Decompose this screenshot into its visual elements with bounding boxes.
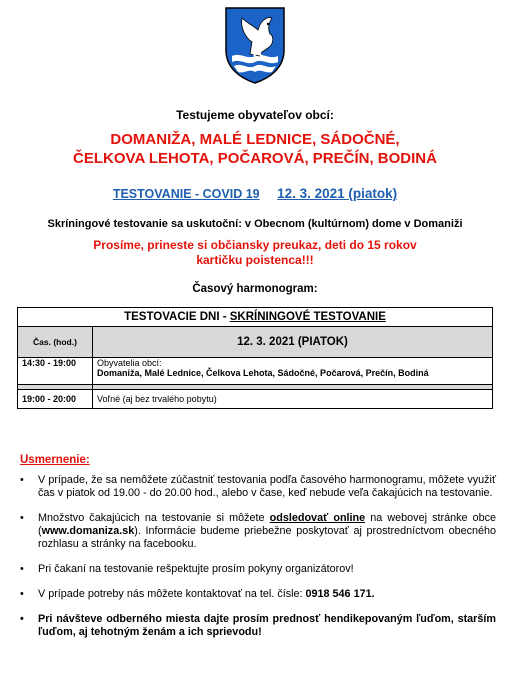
villages-list (0, 130, 510, 168)
list-item-text: V prípade, že sa nemôžete zúčastniť testovania podľa časového harmonogramu, môžete využiť čas v piatok od 19.00 - do 20.00 hod., alebo v čase, keď nebude veľa čakajúcich na testovanie. (38, 474, 496, 499)
list-item (20, 588, 496, 601)
table-title-emphasis: SKRÍNINGOVÉ TESTOVANIE (229, 311, 386, 323)
table-title (18, 308, 493, 327)
bullet-icon: • (20, 613, 24, 625)
website-link[interactable]: www.domaniza.sk (41, 525, 135, 537)
table-row (18, 390, 493, 409)
list-item-text: Pri návšteve odberného miesta dajte prosím prednosť hendikepovaným ľuďom, starším ľuďom, aj tehotným ženám a ich sprievodu! (38, 613, 496, 638)
testing-date: 12. 3. 2021 (piatok) (277, 186, 398, 201)
phone-number: 0918 546 171. (305, 588, 375, 600)
list-item (20, 613, 496, 639)
list-item (20, 563, 496, 576)
bullet-icon: • (20, 474, 24, 486)
list-item-text: V prípade potreby nás môžete kontaktovať na tel. čísle: 0918 546 171. (38, 588, 375, 600)
bring-documents-notice (0, 238, 510, 268)
row-time: 14:30 - 19:00 (18, 358, 93, 385)
villages-line-1: DOMANIŽA, MALÉ LEDNICE, SÁDOČNÉ, (110, 131, 400, 148)
table-title-prefix: TESTOVACIE DNI - (124, 311, 230, 323)
testing-label: TESTOVANIE - COVID 19 (112, 187, 260, 201)
table-row (18, 358, 493, 385)
testing-place: Skríningové testovanie sa uskutoční: v Obecnom (kultúrnom) dome v Domaniži (47, 218, 463, 230)
testing-date-line (0, 186, 510, 201)
bullet-icon: • (20, 588, 24, 600)
list-item-text: Množstvo čakajúcich na testovanie si môžete odsledovať online na webovej stránke obce (www.domaniza.sk). Informácie budeme priebežne poskytovať aj prostredníctvom obecného rozhlasu a stránky na facebooku. (38, 512, 496, 550)
list-item-text: Pri čakaní na testovanie rešpektujte prosím pokyny organizátorov! (38, 563, 354, 575)
row-description-line-2: Domaniža, Malé Lednice, Čelkova Lehota, Sádočné, Počarová, Prečín, Bodiná (97, 368, 429, 378)
bring-line-2: kartičku poistenca!!! (196, 253, 314, 267)
intro-text: Testujeme obyvateľov obcí: (176, 108, 334, 122)
schedule-table (17, 307, 493, 409)
bullet-icon: • (20, 563, 24, 575)
column-header-date: 12. 3. 2021 (PIATOK) (93, 327, 493, 358)
row-description (93, 358, 493, 385)
list-item (20, 512, 496, 551)
row-description: Voľné (aj bez trvalého pobytu) (93, 390, 493, 409)
row-time: 19:00 - 20:00 (18, 390, 93, 409)
online-tracking-link[interactable]: odsledovať online (269, 512, 366, 524)
bullet-icon: • (20, 512, 24, 524)
villages-line-2: ČELKOVA LEHOTA, POČAROVÁ, PREČÍN, BODINÁ (73, 150, 437, 167)
row-description-line-1: Obyvatelia obcí: (97, 358, 162, 368)
list-item (20, 474, 496, 500)
guidance-heading: Usmernenie: (20, 454, 90, 466)
guidance-list (20, 474, 496, 651)
coat-of-arms-logo (224, 6, 286, 84)
bring-line-1: Prosíme, prineste si občiansky preukaz, deti do 15 rokov (93, 238, 417, 252)
schedule-heading: Časový harmonogram: (192, 283, 318, 295)
column-header-time: Čas. (hod.) (18, 327, 93, 358)
